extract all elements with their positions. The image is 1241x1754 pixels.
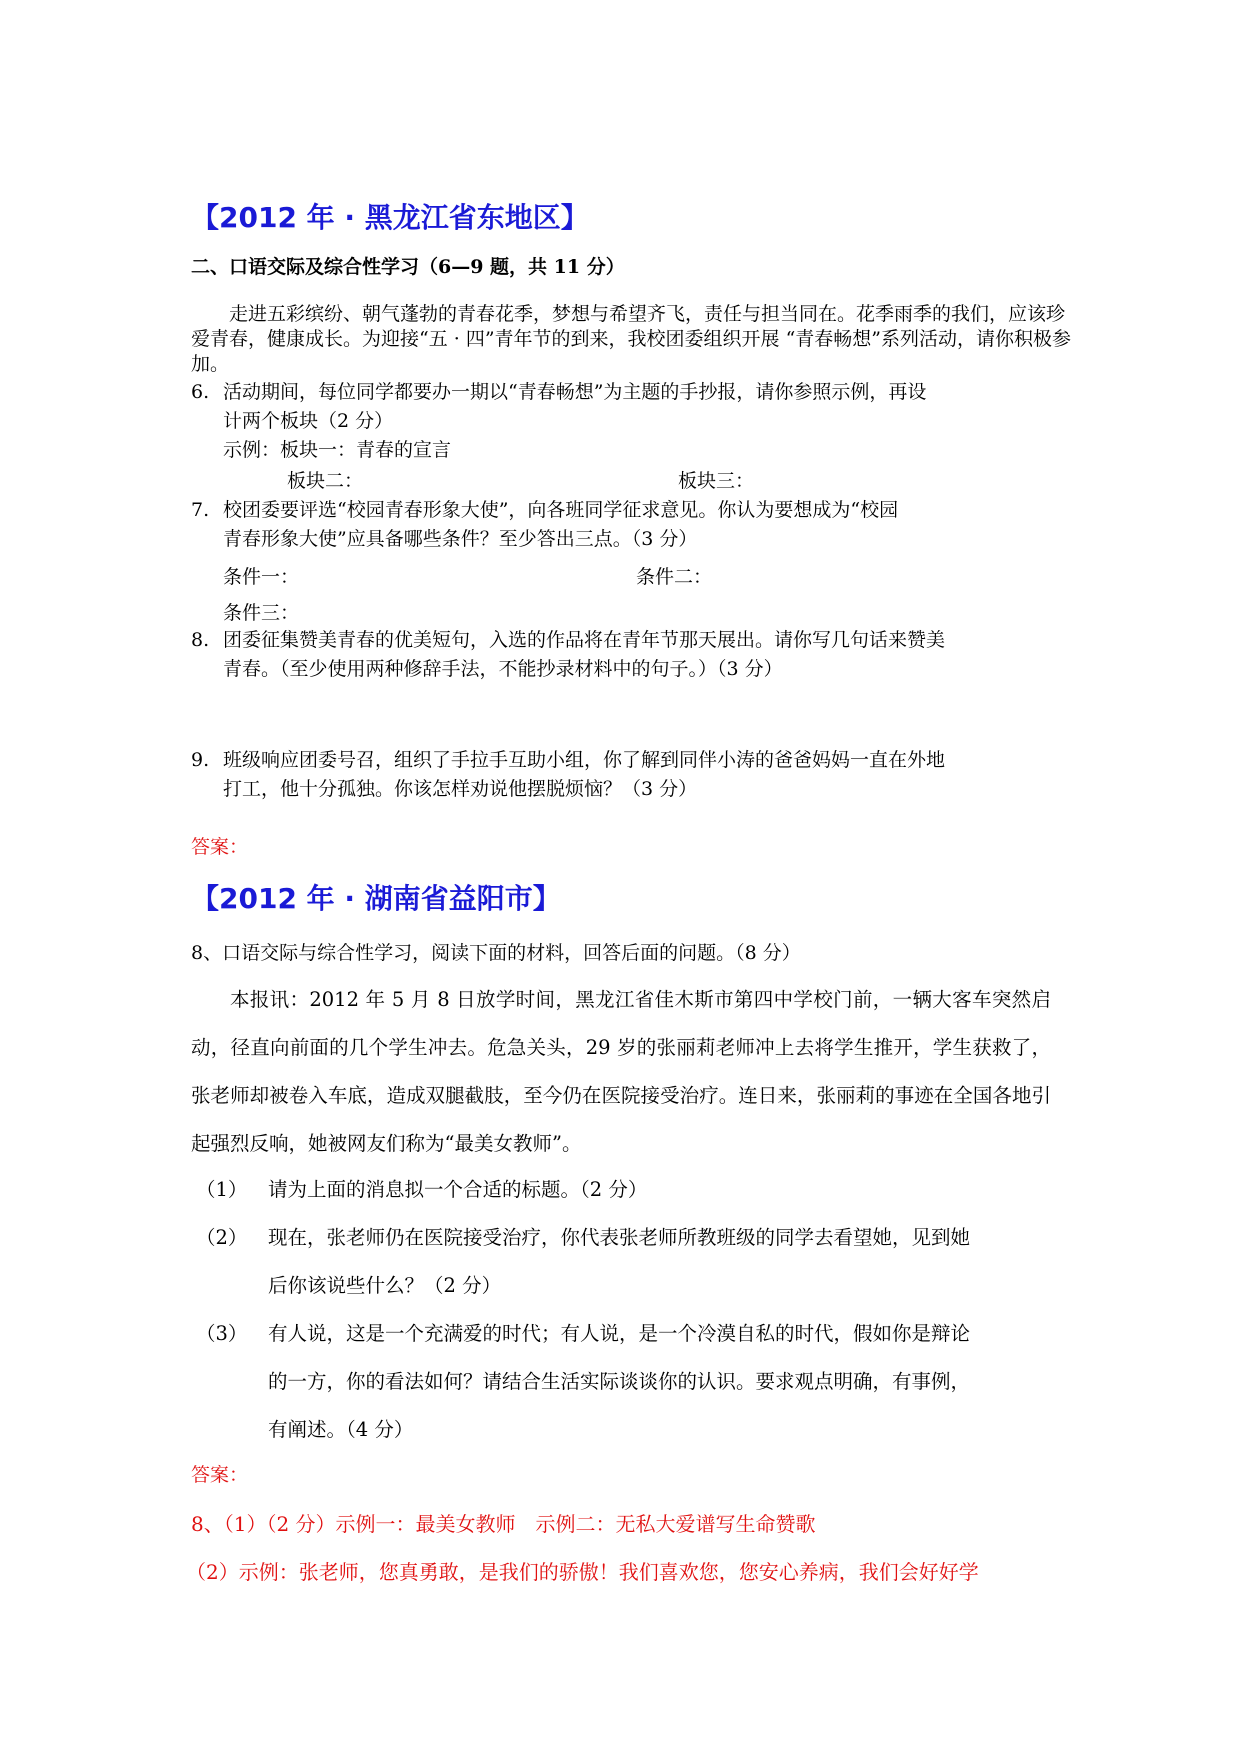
subquestion-text: 现在，张老师仍在医院接受治疗，你代表张老师所教班级的同学去看望她，见到她 (268, 1226, 971, 1249)
question-6 (191, 378, 926, 465)
subquestion-text: 有阐述。（4 分） (268, 1418, 414, 1441)
answer-blank-2: 板块二： (287, 470, 364, 492)
answer-label-2: 答案： (191, 1464, 249, 1486)
question-text: 青春形象大使”应具备哪些条件？至少答出三点。（3 分） (223, 528, 698, 550)
subquestion-number: （3） (196, 1322, 248, 1345)
question-number: 7. (191, 499, 210, 521)
question-number: 9. (191, 749, 210, 771)
subquestion-3 (196, 1310, 970, 1454)
condition-3: 条件三： (223, 602, 300, 624)
condition-1: 条件一： (223, 566, 300, 588)
condition-2: 条件二： (636, 566, 713, 588)
question-number: 6. (191, 381, 210, 403)
subquestion-text: 的一方，你的看法如何？请结合生活实际谈谈你的认识。要求观点明确，有事例， (268, 1370, 971, 1393)
section-heading-yiyang: 【2012 年 · 湖南省益阳市】 (191, 882, 561, 915)
question-text: 班级响应团委号召，组织了手拉手互助小组，你了解到同伴小涛的爸爸妈妈一直在外地 (223, 749, 946, 771)
question-7 (191, 496, 898, 554)
subquestion-number: （1） (196, 1178, 248, 1201)
question-text: 青春。（至少使用两种修辞手法，不能抄录材料中的句子。）（3 分） (223, 658, 783, 680)
section-subheading: 二、口语交际及综合性学习（6—9 题，共 11 分） (191, 256, 625, 278)
question-text: 打工，他十分孤独。你该怎样劝说他摆脱烦恼？（3 分） (223, 778, 698, 800)
news-passage: 本报讯：2012 年 5 月 8 日放学时间，黑龙江省佳木斯市第四中学校门前，一辆大客车突然启动，径直向前面的几个学生冲去。危急关头，29 岁的张丽莉老师冲上去将学生推开，学生获救了，张老师却被卷入车底，造成双腿截肢，至今仍在医院接受治疗。连日来，张丽莉的事迹在全国各地引起强烈反响，她被网友们称为“最美女教师”。 (191, 988, 1051, 1155)
subquestion-2 (196, 1214, 970, 1310)
question-number: 8. (191, 629, 210, 651)
section-heading-heilongjiang: 【2012 年 · 黑龙江省东地区】 (191, 201, 589, 234)
subquestion-text: 有人说，这是一个充满爱的时代；有人说，是一个冷漠自私的时代，假如你是辩论 (268, 1322, 971, 1345)
question-text: 团委征集赞美青春的优美短句，入选的作品将在青年节那天展出。请你写几句话来赞美 (223, 629, 946, 651)
answer-line-2: （2）示例：张老师，您真勇敢，是我们的骄傲！我们喜欢您，您安心养病，我们会好好学 (186, 1560, 979, 1584)
answer-line-1: 8、（1）（2 分）示例一：最美女教师 示例二：无私大爱谱写生命赞歌 (191, 1512, 816, 1536)
subquestion-text: 请为上面的消息拟一个合适的标题。（2 分） (268, 1178, 648, 1201)
subquestion-number: （2） (196, 1226, 248, 1249)
question-intro: 8、口语交际与综合性学习，阅读下面的材料，回答后面的问题。（8 分） (191, 942, 801, 964)
question-text: 校团委要评选“校园青春形象大使”，向各班同学征求意见。你认为要想成为“校园 (223, 499, 899, 521)
intro-paragraph: 走进五彩缤纷、朝气蓬勃的青春花季，梦想与希望齐飞，责任与担当同在。花季雨季的我们，应该珍爱青春，健康成长。为迎接“五 · 四”青年节的到来，我校团委组织开展 “青春畅想”系列活动，请你积极参加。 (191, 303, 1072, 375)
subquestion-text: 后你该说些什么？（2 分） (268, 1274, 502, 1297)
answer-blank-3: 板块三： (678, 470, 755, 492)
question-text: 计两个板块（2 分） (223, 410, 394, 432)
answer-label: 答案： (191, 836, 249, 858)
subquestion-1 (196, 1166, 647, 1214)
question-8 (191, 626, 945, 684)
question-9 (191, 746, 945, 804)
question-text: 活动期间，每位同学都要办一期以“青春畅想”为主题的手抄报，请你参照示例，再设 (223, 381, 927, 403)
example-text: 示例：板块一：青春的宣言 (223, 439, 452, 461)
